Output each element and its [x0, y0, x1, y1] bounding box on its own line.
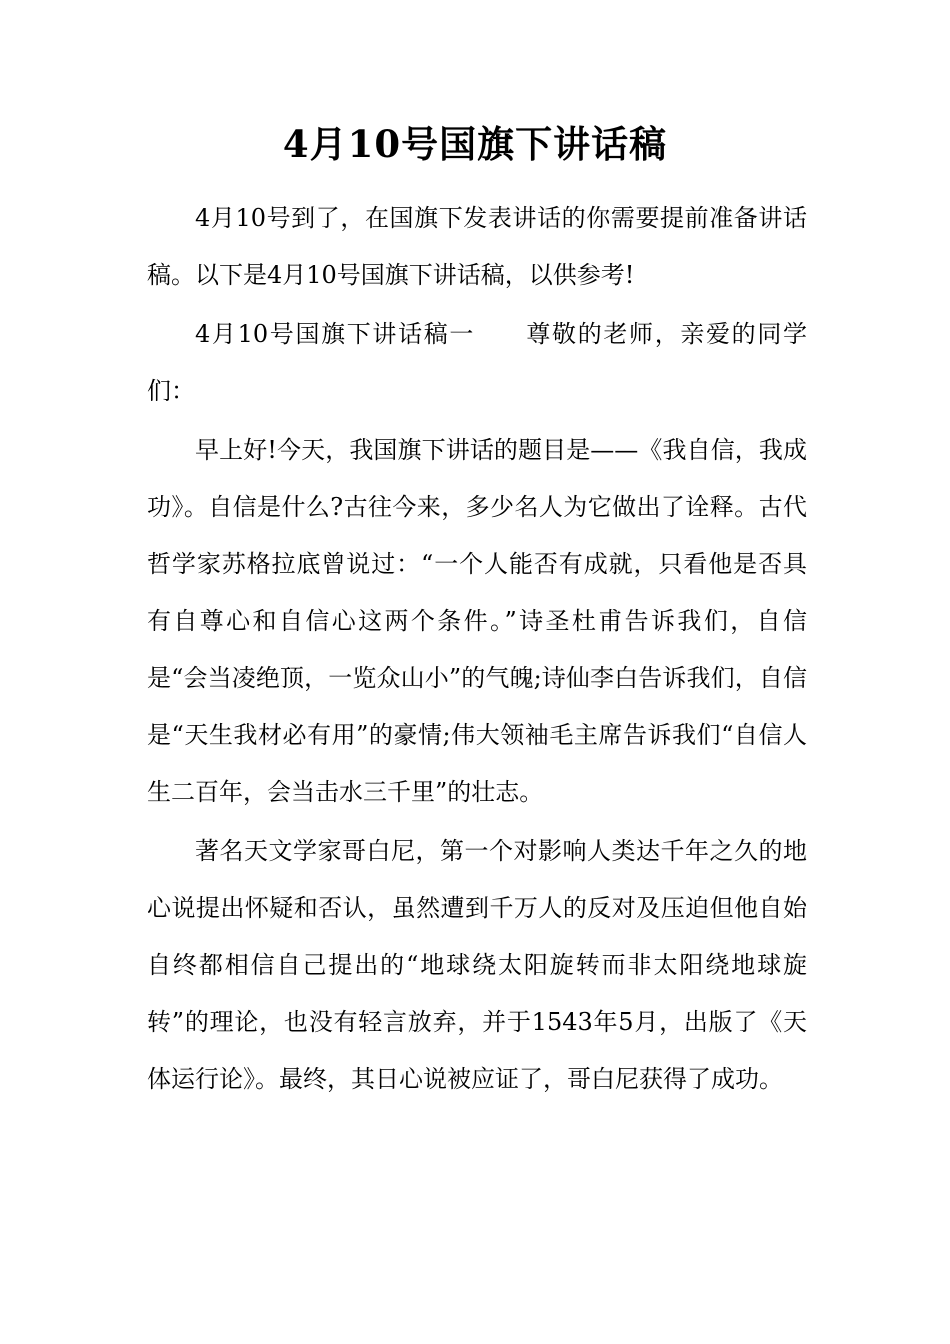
- document-body: [147, 190, 807, 1110]
- document-title: 4月10号国旗下讲话稿: [282, 122, 668, 166]
- paragraph-intro: 4月10号到了，在国旗下发表讲话的你需要提前准备讲话稿。以下是4月10号国旗下讲话稿，以供参考!: [147, 204, 807, 289]
- paragraph-copernicus: 著名天文学家哥白尼，第一个对影响人类达千年之久的地心说提出怀疑和否认，虽然遭到千万人的反对及压迫但他自始自终都相信自己提出的“地球绕太阳旋转而非太阳绕地球旋转”的理论，也没有轻言放弃，并于1543年5月，出版了《天体运行论》。最终，其日心说被应证了，哥白尼获得了成功。: [147, 837, 807, 1093]
- paragraph-confidence: 早上好!今天，我国旗下讲话的题目是——《我自信，我成功》。自信是什么?古往今来，多少名人为它做出了诠释。古代哲学家苏格拉底曾说过：“一个人能否有成就，只看他是否具有自尊心和自信心这两个条件。”诗圣杜甫告诉我们，自信是“会当凌绝顶，一览众山小”的气魄;诗仙李白告诉我们，自信是“天生我材必有用”的豪情;伟大领袖毛主席告诉我们“自信人生二百年，会当击水三千里”的壮志。: [147, 436, 807, 806]
- paragraph-greeting: 4月10号国旗下讲话稿一 尊敬的老师，亲爱的同学们：: [147, 320, 807, 405]
